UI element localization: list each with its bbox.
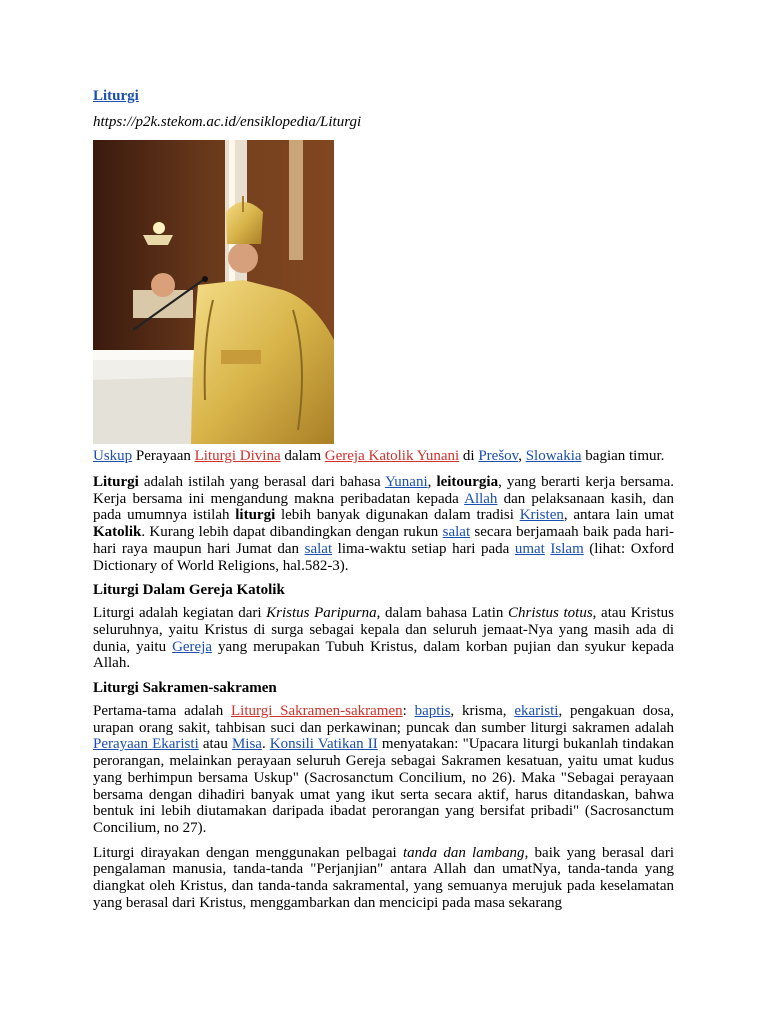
- link-salat[interactable]: salat: [442, 524, 471, 541]
- text: lima-waktu setiap hari pada: [332, 540, 515, 557]
- link-kristen[interactable]: Kristen: [519, 507, 564, 524]
- section2-paragraph: [93, 703, 674, 837]
- text: ,: [427, 474, 437, 490]
- link-gereja-katolik-yunani[interactable]: Gereja Katolik Yunani: [324, 448, 460, 464]
- text: , pengakuan dosa, urapan orang sakit, tahbisan suci dan perkawinan; puncak dan sumber liturgi sakramen adalah: [93, 703, 674, 736]
- link-baptis[interactable]: baptis: [414, 703, 451, 720]
- section-heading-gereja-katolik: Liturgi Dalam Gereja Katolik: [93, 582, 285, 599]
- text: dan pelaksanaan kasih, dan pada umumnya istilah: [93, 490, 674, 524]
- article-column: [93, 88, 674, 911]
- text: menyatakan: "Upacara liturgi bukanlah tindakan perorangan, melainkan perayaan seluruh Gereja sebagai Sakramen kesatuan, yaitu umat kudus yang berhimpun bersama Uskup" (Sacrosanctum Concilium, no 26). Maka "Sebagai perayaan bersama dengan dihadiri banyak umat yang ikut serta secara aktif, harus ditandaskan, bahwa bentuk ini lebih diutamakan daripada ibadat perorangan yang bersifat pribadi" (Sacrosanctum Concilium, no 27).: [93, 736, 675, 836]
- text: . Kurang lebih dapat dibandingkan dengan rukun: [141, 524, 443, 541]
- caption-text: bagian timur.: [581, 448, 665, 464]
- link-presov[interactable]: Prešov: [478, 448, 519, 464]
- caption-text: ,: [518, 448, 526, 464]
- source-url: https://p2k.stekom.ac.id/ensiklopedia/Liturgi: [93, 114, 362, 130]
- text: , yang berarti kerja bersama. Kerja bersama ini mengandung makna peribadatan kepada: [93, 474, 675, 507]
- text: , dalam bahasa Latin: [376, 605, 509, 622]
- term-liturgi: Liturgi: [93, 474, 139, 490]
- term-katolik: Katolik: [93, 524, 142, 541]
- caption-text: Perayaan: [132, 448, 195, 464]
- section2-paragraph-2: [93, 845, 674, 912]
- term-liturgi-2: liturgi: [235, 507, 276, 524]
- term-kristus-paripurna: Kristus Paripurna: [266, 605, 377, 622]
- text: (lihat: Oxford Dictionary of World Religions, hal.582-3).: [93, 540, 675, 574]
- intro-paragraph: [93, 474, 674, 574]
- link-perayaan-ekaristi[interactable]: Perayaan Ekaristi: [93, 736, 199, 753]
- caption-text: dalam: [280, 448, 325, 464]
- text: , baik yang berasal dari pengalaman manusia, tanda-tanda "Perjanjian" antara Allah dan umatNya, tanda-tanda yang diangkat oleh Kristus, dan tanda-tanda sakramental, yang semuanya merujuk pada keselamatan yang berasal dari Kristus, menggambarkan dan mencicipi pada masa sekarang: [93, 844, 674, 911]
- text: yang merupakan Tubuh Kristus, dalam korban pujian dan syukur kepada Allah.: [93, 638, 674, 672]
- text: lebih banyak digunakan dalam tradisi: [275, 507, 520, 524]
- text: :: [402, 703, 415, 720]
- text: , antara lain umat: [563, 507, 674, 524]
- link-slowakia[interactable]: Slowakia: [525, 448, 582, 464]
- caption-text: di: [459, 448, 479, 464]
- text: Liturgi adalah kegiatan dari: [93, 605, 267, 622]
- text: Liturgi dirayakan dengan menggunakan pelbagai: [93, 844, 403, 861]
- text: , krisma,: [450, 703, 515, 720]
- text: Pertama-tama adalah: [93, 703, 231, 720]
- link-liturgi-divina[interactable]: Liturgi Divina: [194, 448, 281, 464]
- link-umat[interactable]: umat: [514, 540, 545, 557]
- link-yunani[interactable]: Yunani: [385, 474, 428, 490]
- text: adalah istilah yang berasal dari bahasa: [138, 474, 386, 490]
- term-christus-totus: Christus totus: [508, 605, 593, 622]
- link-gereja[interactable]: Gereja: [172, 638, 213, 655]
- title-link[interactable]: Liturgi: [93, 88, 139, 104]
- link-ekaristi[interactable]: ekaristi: [514, 703, 559, 720]
- link-islam[interactable]: Islam: [550, 540, 584, 557]
- section1-paragraph: [93, 605, 674, 672]
- text: atau: [198, 736, 232, 753]
- link-liturgi-sakramen[interactable]: Liturgi Sakramen-sakramen: [231, 703, 403, 720]
- photo-caption: [93, 446, 674, 466]
- section-heading-sakramen: Liturgi Sakramen-sakramen: [93, 680, 277, 697]
- term-tanda-dan-lambang: tanda dan lambang: [402, 844, 525, 861]
- link-allah[interactable]: Allah: [464, 490, 498, 507]
- link-salat-2[interactable]: salat: [304, 540, 333, 557]
- link-uskup[interactable]: Uskup: [93, 448, 133, 464]
- link-misa[interactable]: Misa: [231, 736, 262, 753]
- liturgy-photo: [93, 140, 334, 444]
- text: .: [261, 736, 270, 753]
- link-konsili-vatikan-ii[interactable]: Konsili Vatikan II: [269, 736, 378, 753]
- text: , atau Kristus seluruhnya, yaitu Kristus di surga sebagai kepala dan seluruh jemaat-Nya yang masih ada di dunia, yaitu: [93, 605, 674, 655]
- text: secara berjamaah baik pada hari-hari raya maupun hari Jumat dan: [93, 524, 675, 557]
- term-leitourgia: leitourgia: [436, 474, 499, 490]
